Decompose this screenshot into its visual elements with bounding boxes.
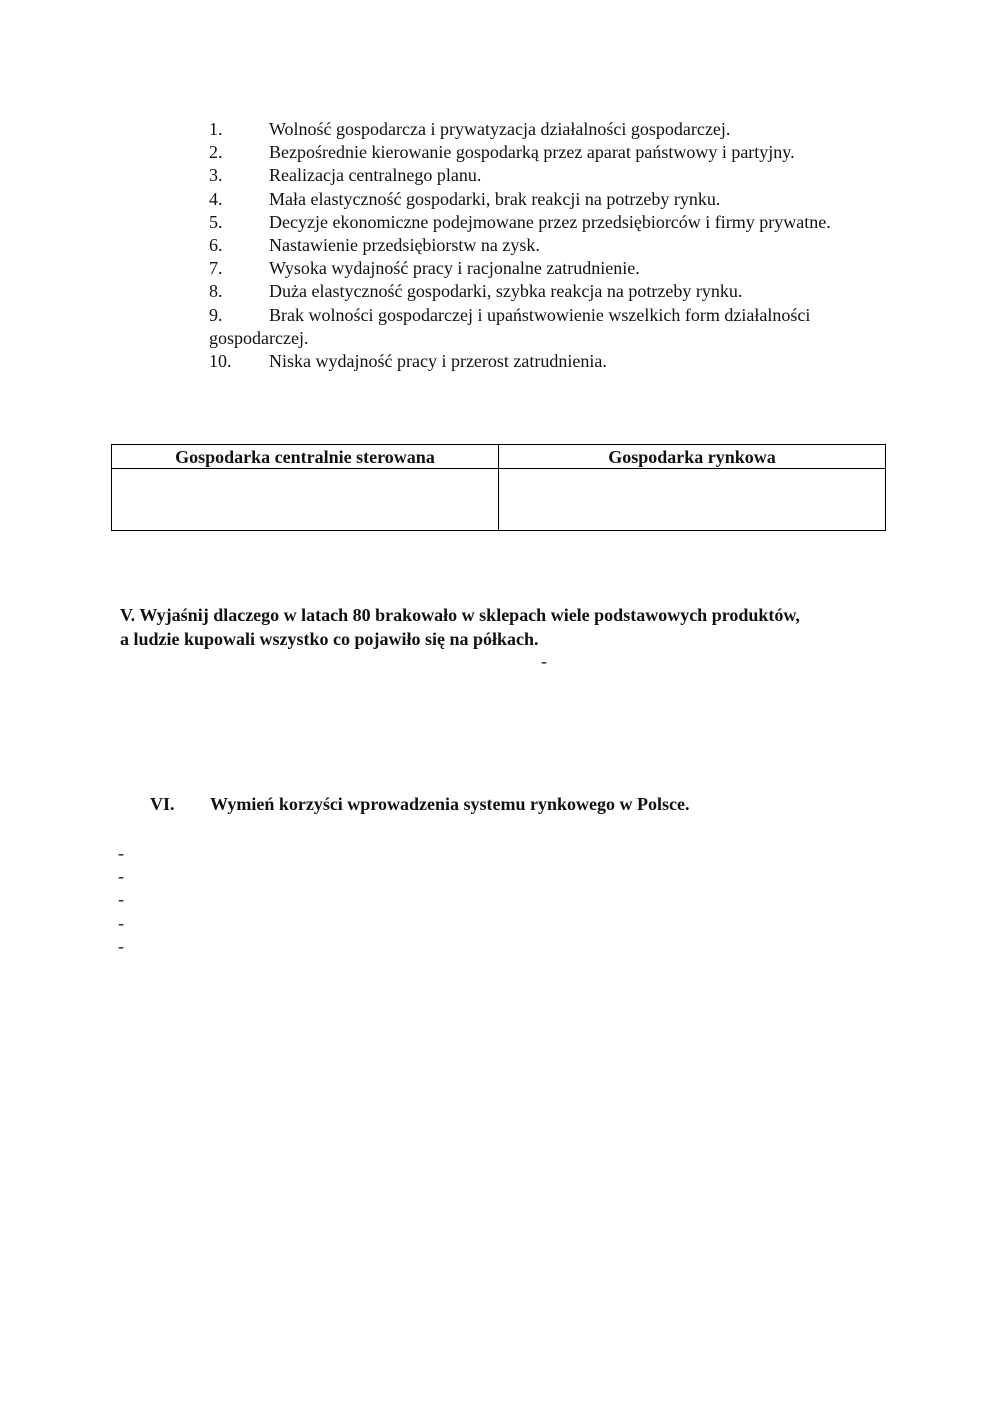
list-item: 9. Brak wolności gospodarczej i upaństwowienie wszelkich form działalności gospodarczej. bbox=[209, 304, 811, 348]
answer-cell-central[interactable] bbox=[112, 469, 499, 531]
header-central-economy: Gospodarka centralnie sterowana bbox=[112, 445, 499, 469]
answer-dashes bbox=[118, 842, 124, 958]
answer-dash[interactable]: - bbox=[118, 843, 124, 863]
list-item: 7. Wysoka wydajność pracy i racjonalne zatrudnienie. bbox=[209, 258, 640, 279]
answer-dash[interactable]: - bbox=[118, 912, 124, 933]
list-item: 3. Realizacja centralnego planu. bbox=[209, 165, 482, 186]
list-item: 4. Mała elastyczność gospodarki, brak reakcji na potrzeby rynku. bbox=[209, 188, 721, 209]
economy-comparison-table bbox=[111, 444, 886, 531]
list-item: 6. Nastawienie przedsiębiorstw na zysk. bbox=[209, 235, 540, 256]
list-item: 2. Bezpośrednie kierowanie gospodarką przez aparat państwowy i partyjny. bbox=[209, 142, 795, 163]
question-6-title: Wymień korzyści wprowadzenia systemu rynkowego w Polsce. bbox=[210, 794, 690, 814]
answer-dash[interactable]: - bbox=[541, 651, 547, 671]
question-6 bbox=[150, 792, 689, 816]
answer-dash[interactable]: - bbox=[118, 935, 124, 956]
question-5-line-2: a ludzie kupowali wszystko co pojawiło się na półkach. bbox=[120, 629, 539, 649]
question-6-number: VI. bbox=[150, 794, 175, 814]
criteria-list bbox=[209, 118, 889, 373]
list-item: 1. Wolność gospodarcza i prywatyzacja działalności gospodarczej. bbox=[209, 119, 731, 139]
question-5-line-1: V. Wyjaśnij dlaczego w latach 80 brakowało w sklepach wiele podstawowych produktów, bbox=[120, 605, 800, 625]
question-5 bbox=[120, 603, 900, 651]
answer-dash[interactable]: - bbox=[118, 889, 124, 910]
answer-dash[interactable]: - bbox=[118, 866, 124, 887]
list-item: 5. Decyzje ekonomiczne podejmowane przez przedsiębiorców i firmy prywatne. bbox=[209, 211, 831, 232]
answer-cell-market[interactable] bbox=[499, 469, 886, 531]
list-item: 10. Niska wydajność pracy i przerost zatrudnienia. bbox=[209, 351, 607, 372]
header-market-economy: Gospodarka rynkowa bbox=[499, 445, 886, 469]
list-item: 8. Duża elastyczność gospodarki, szybka reakcja na potrzeby rynku. bbox=[209, 281, 743, 302]
